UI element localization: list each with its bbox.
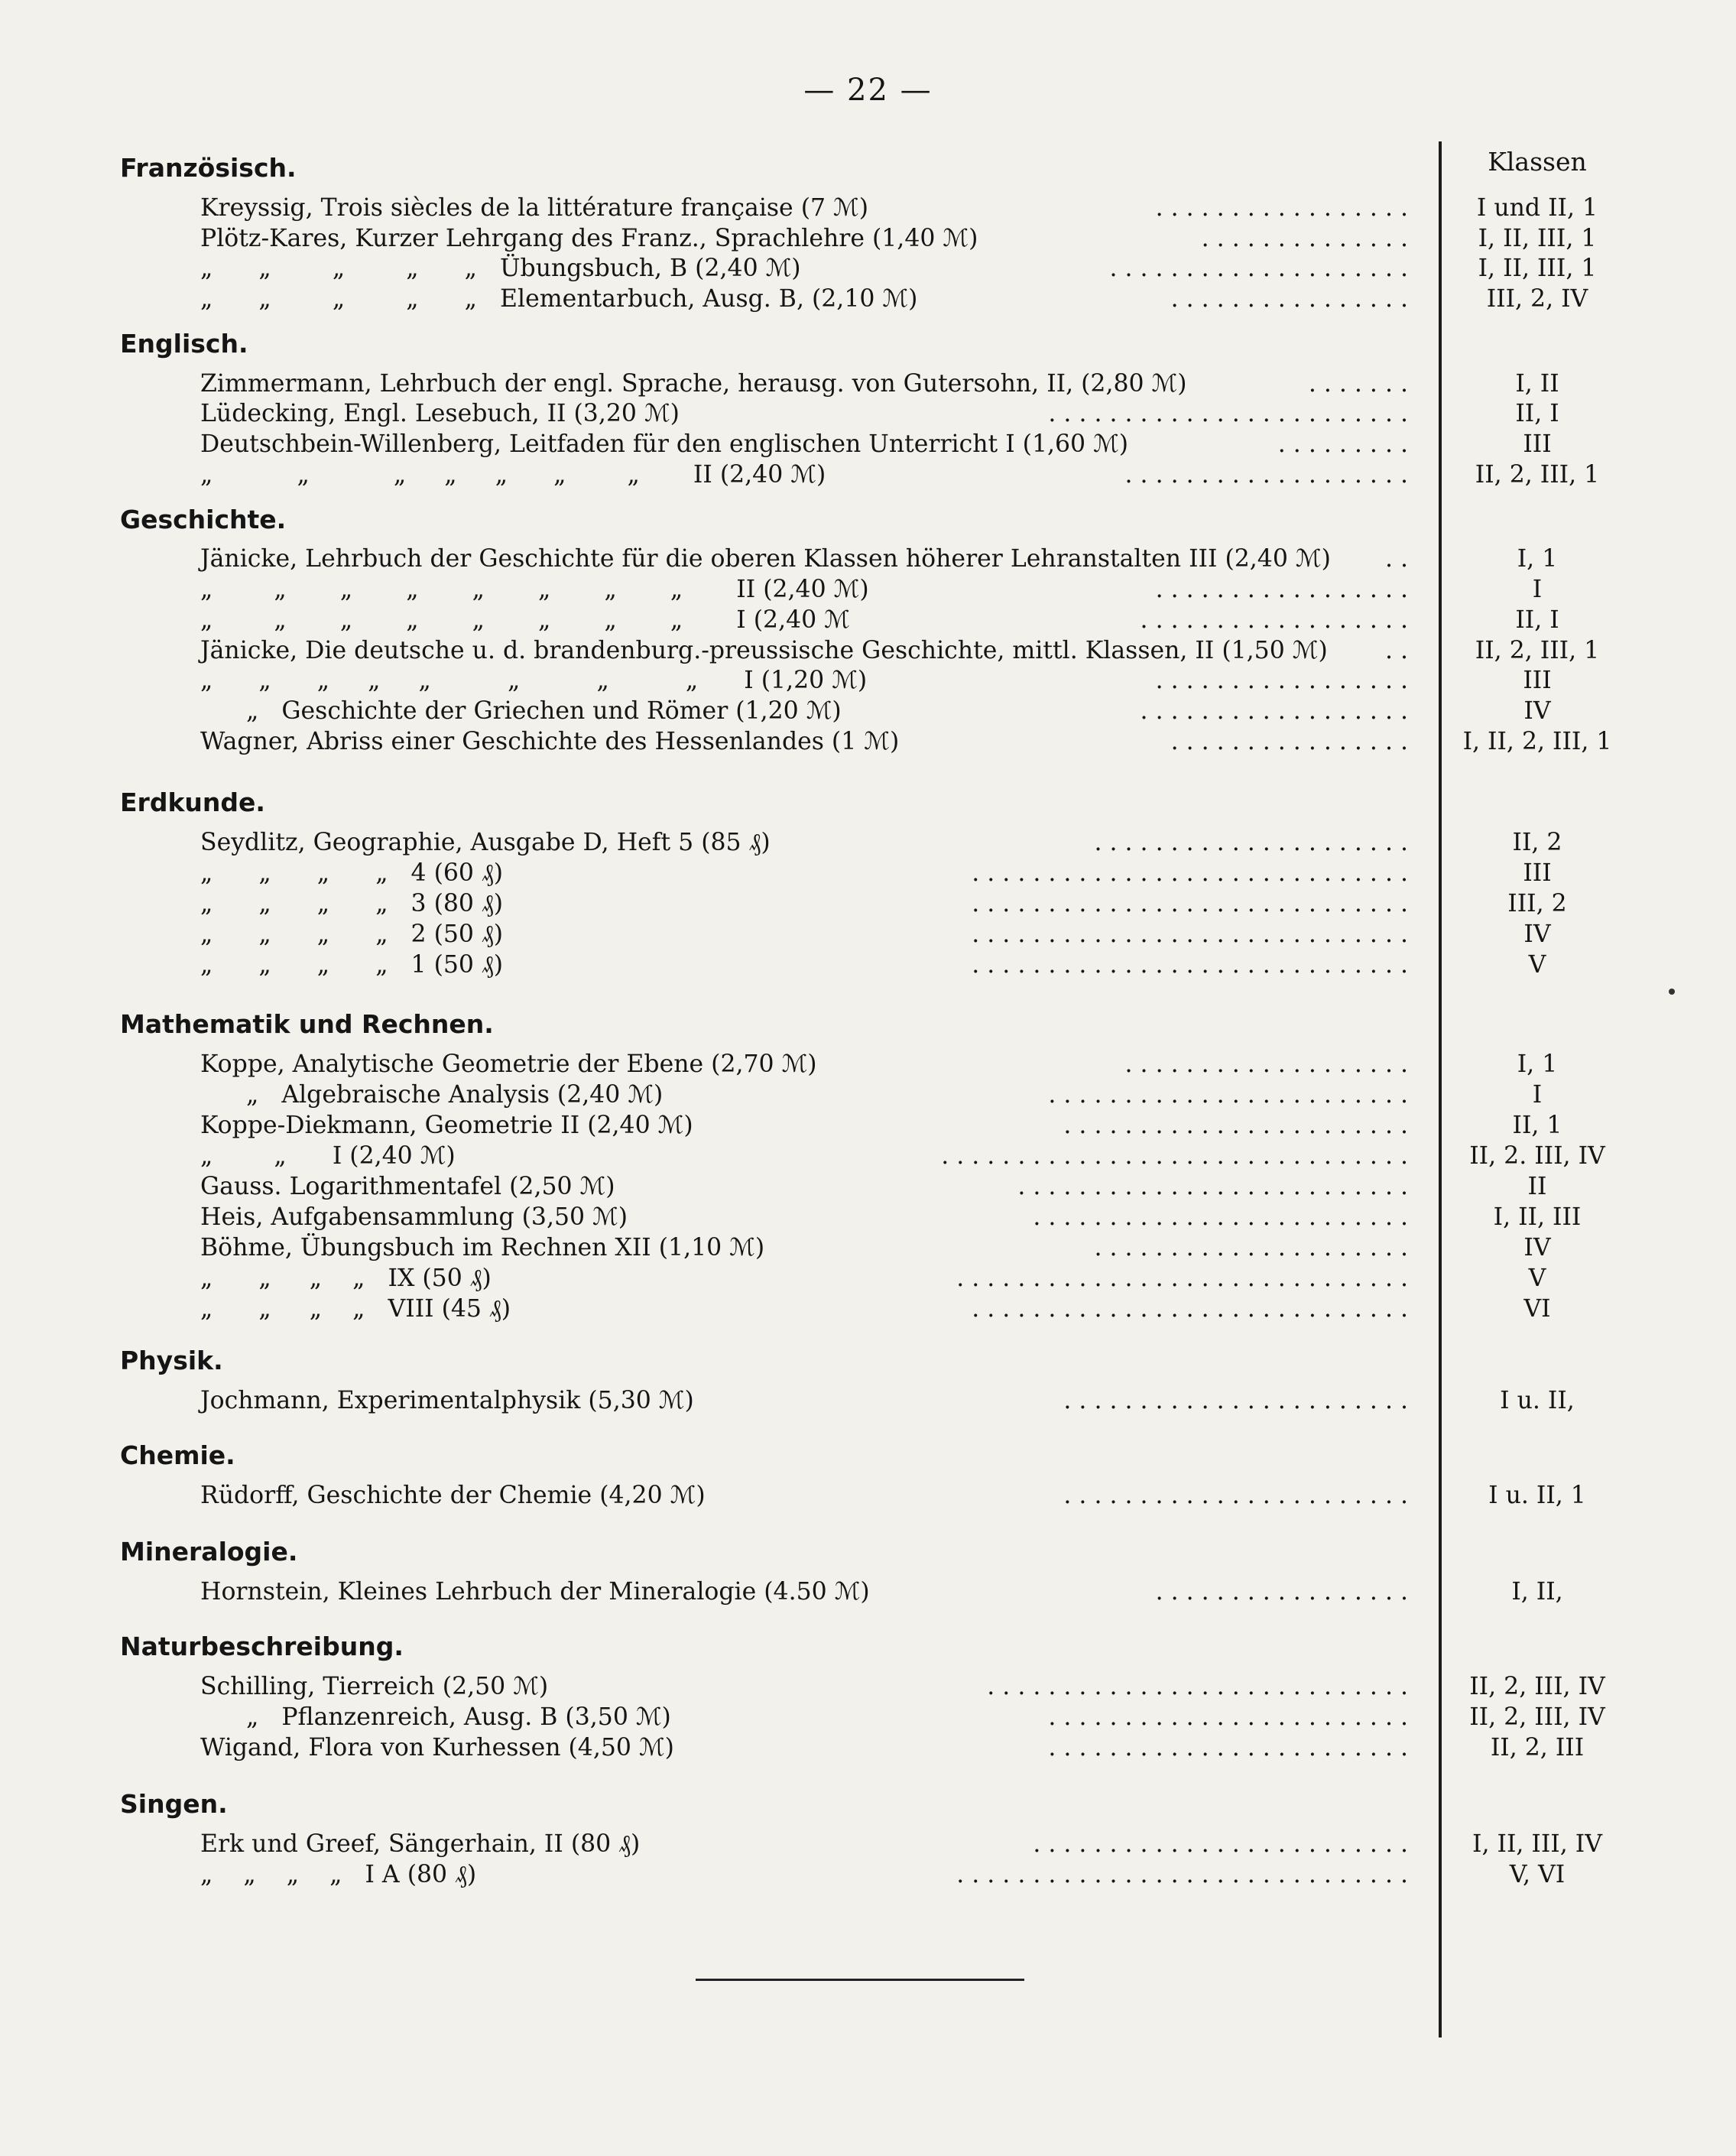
book-entry (200, 1232, 1439, 1263)
dot-leader: . . . . . . . . . . . . . . . . . . . . . . . (1063, 1482, 1408, 1509)
dot-leader: . . (1384, 545, 1408, 573)
book-entry (200, 429, 1439, 459)
book-entry (200, 1141, 1439, 1171)
dot-leader: . . . . . . . . . . . . . . . . (1170, 728, 1408, 755)
dot-leader: . . . . . . . . . . . . . . . . . (1155, 1578, 1408, 1606)
book-title: Gauss. Logarithmentafel (2,50 ℳ) (200, 1173, 615, 1200)
section-heading: Mathematik und Rechnen. (120, 1009, 494, 1039)
section-heading: Geschichte. (120, 505, 287, 534)
klassen-value: I, II, 2, III, 1 (1462, 728, 1612, 755)
book-entry (200, 726, 1439, 757)
dot-leader: . . . . . . . . . . . . . . . . . . . . . . . . (1048, 1703, 1408, 1731)
book-entry (200, 1576, 1439, 1607)
book-title: Koppe-Diekmann, Geometrie II (2,40 ℳ) (200, 1112, 693, 1139)
section-heading: Französisch. (120, 153, 297, 183)
section-heading: Singen. (120, 1789, 228, 1819)
dot-leader: . . . . . . . . . . . . . . . . (1170, 285, 1408, 313)
book-entry (200, 1829, 1439, 1859)
book-title: „ „ I (2,40 ℳ) (200, 1142, 456, 1170)
dot-leader: . . . . . . . . . . . . . . . . . . . . . . . . . . . . . . (956, 1265, 1408, 1292)
klassen-value: I, 1 (1517, 1050, 1558, 1078)
dot-leader: . . . . . . . . . . . . . . . . . . . . . . . . . . . . . (972, 1295, 1408, 1323)
book-entry (200, 665, 1439, 696)
book-entry (200, 284, 1439, 314)
book-title: Schilling, Tierreich (2,50 ℳ) (200, 1673, 549, 1700)
book-entry (200, 1732, 1439, 1763)
book-entry (200, 950, 1439, 980)
dot-leader: . . . . . . . (1308, 370, 1408, 398)
dot-leader: . . . . . . . . . . . . . . . . . . . . . . . . (1048, 400, 1408, 427)
book-title: Wagner, Abriss einer Geschichte des Hessenlandes (1 ℳ) (200, 728, 900, 755)
book-entry (200, 459, 1439, 490)
klassen-value: II, 2 (1512, 829, 1562, 856)
section-heading: Physik. (120, 1346, 223, 1375)
dot-leader: . . . . . . . . . . . . . . . . . . . . . . . . . . . . . . (956, 1861, 1408, 1888)
book-entry (200, 827, 1439, 858)
section-heading: Englisch. (120, 329, 248, 359)
book-entry (200, 1202, 1439, 1232)
klassen-column-header: Klassen (1488, 147, 1587, 177)
dot-leader: . . . . . . . . . . . . . . . . . . . . . . . (1063, 1387, 1408, 1414)
book-entry (200, 635, 1439, 666)
book-entry (200, 398, 1439, 429)
klassen-value: I, II, III (1493, 1203, 1582, 1231)
bottom-rule (696, 1979, 1024, 1981)
dot-leader: . . . . . . . . . . . . . . . . . . . . . . . . . (1033, 1203, 1408, 1231)
klassen-value: I, II, III, 1 (1478, 255, 1597, 282)
book-title: Koppe, Analytische Geometrie der Ebene (2,70 ℳ) (200, 1050, 817, 1078)
dot-leader: . . . . . . . . . . . . . . . . . . . . . . . . . . . . (987, 1673, 1408, 1700)
book-title: Kreyssig, Trois siècles de la littérature française (7 ℳ) (200, 194, 869, 222)
book-title: „ Pflanzenreich, Ausg. B (3,50 ℳ) (246, 1703, 671, 1731)
book-entry (200, 1049, 1439, 1080)
book-entry (200, 223, 1439, 254)
dot-leader: . . . . . . . . . . . . . . . . . . . . (1109, 255, 1408, 282)
klassen-value: I, 1 (1517, 545, 1558, 573)
section-heading: Chemie. (120, 1440, 235, 1470)
klassen-value: IV (1523, 697, 1551, 725)
klassen-value: III, 2 (1507, 890, 1567, 917)
book-entry (200, 696, 1439, 726)
book-title: „ „ „ „ 3 (80 ₰) (200, 890, 504, 917)
klassen-value: III, 2, IV (1486, 285, 1588, 313)
klassen-value: II, 2, III, 1 (1475, 637, 1600, 664)
book-title: Erk und Greef, Sängerhain, II (80 ₰) (200, 1830, 641, 1858)
dot-leader: . . . . . . . . . . . . . . . . . (1155, 576, 1408, 603)
dot-leader: . . . . . . . . . . . . . . . . . . . . . (1094, 829, 1408, 856)
klassen-value: III (1523, 430, 1552, 458)
book-title: Zimmermann, Lehrbuch der engl. Sprache, herausg. von Gutersohn, II, (2,80 ℳ) (200, 370, 1187, 398)
dot-leader: . . . . . . . . . . . . . . . . . . . . . . . . . . . . . . . (941, 1142, 1408, 1170)
book-entry (200, 369, 1439, 399)
klassen-value: I u. II, (1500, 1387, 1575, 1414)
book-entry (200, 919, 1439, 950)
dot-leader: . . . . . . . . . . . . . . . . . . . (1124, 1050, 1408, 1078)
klassen-value: II, I (1515, 400, 1559, 427)
book-title: Rüdorff, Geschichte der Chemie (4,20 ℳ) (200, 1482, 706, 1509)
book-title: „ „ „ „ 2 (50 ₰) (200, 921, 504, 948)
klassen-value: II, 2, III, IV (1469, 1673, 1605, 1700)
book-entry (200, 888, 1439, 919)
book-title: „ „ „ „ „ „ „ „ I (1,20 ℳ) (200, 667, 868, 694)
book-entry (200, 1385, 1439, 1416)
klassen-value: I, II (1515, 370, 1559, 398)
book-title: Jänicke, Lehrbuch der Geschichte für die oberen Klassen höherer Lehranstalten III (2,40 ℳ) (200, 545, 1331, 573)
dot-leader: . . . . . . . . . . . . . . . . . . . (1124, 461, 1408, 489)
book-entry (200, 193, 1439, 223)
klassen-value: IV (1523, 1234, 1551, 1261)
book-entry (200, 858, 1439, 888)
book-title: Hornstein, Kleines Lehrbuch der Mineralogie (4.50 ℳ) (200, 1578, 870, 1606)
klassen-value: V, VI (1509, 1861, 1566, 1888)
dot-leader: . . . . . . . . . . . . . . . . . . . . . . . . . (1033, 1830, 1408, 1858)
book-title: „ „ „ „ „ „ „ „ I (2,40 ℳ (200, 606, 850, 634)
klassen-value: I, II, (1511, 1578, 1563, 1606)
book-entry (200, 574, 1439, 605)
section-heading: Mineralogie. (120, 1537, 298, 1567)
book-entry (200, 1671, 1439, 1702)
book-entry (200, 544, 1439, 574)
klassen-value: I, II, III, IV (1472, 1830, 1602, 1858)
book-title: „ „ „ „ I A (80 ₰) (200, 1861, 477, 1888)
book-entry (200, 1859, 1439, 1890)
dot-leader: . . . . . . . . . . . . . . . . . . (1140, 697, 1408, 725)
klassen-value: VI (1523, 1295, 1551, 1323)
dot-leader: . . . . . . . . . . . . . . . . . (1155, 667, 1408, 694)
klassen-value: II, 1 (1512, 1112, 1562, 1139)
book-title: Jochmann, Experimentalphysik (5,30 ℳ) (200, 1387, 694, 1414)
dot-leader: . . . . . . . . . . . . . . . . . . . . . . . . . . . . . (972, 921, 1408, 948)
dot-leader: . . . . . . . . . . . . . . . . . . . . . . . . . . . . . (972, 859, 1408, 887)
dot-leader: . . . . . . . . . . . . . . . . . . . . . . . . . . (1017, 1173, 1408, 1200)
book-title: „ „ „ „ IX (50 ₰) (200, 1265, 492, 1292)
dot-leader: . . (1384, 637, 1408, 664)
book-title: „ Geschichte der Griechen und Römer (1,20 ℳ) (246, 697, 842, 725)
book-title: „ „ „ „ „ Übungsbuch, B (2,40 ℳ) (200, 255, 801, 282)
book-title: Wigand, Flora von Kurhessen (4,50 ℳ) (200, 1734, 674, 1761)
dot-leader: . . . . . . . . . . . . . . . . . . . . . . . . . . . . . (972, 951, 1408, 979)
dot-leader: . . . . . . . . . . . . . . . . . . . . . . . . (1048, 1734, 1408, 1761)
book-title: „ „ „ „ VIII (45 ₰) (200, 1295, 511, 1323)
book-title: Deutschbein-Willenberg, Leitfaden für den englischen Unterricht I (1,60 ℳ) (200, 430, 1129, 458)
book-entry (200, 1263, 1439, 1294)
dot-leader: . . . . . . . . . . . . . . . . . . . . . (1094, 1234, 1408, 1261)
book-entry (200, 253, 1439, 284)
klassen-value: I (1532, 576, 1543, 603)
klassen-value: II, 2, III, 1 (1475, 461, 1600, 489)
book-entry (200, 1294, 1439, 1324)
klassen-value: III (1523, 859, 1552, 887)
book-title: „ „ „ „ „ Elementarbuch, Ausg. B, (2,10 ℳ) (200, 285, 918, 313)
page-number: — 22 — (803, 73, 933, 108)
klassen-value: II, 2, III, IV (1469, 1703, 1605, 1731)
dot-leader: . . . . . . . . . . . . . . (1201, 225, 1408, 252)
book-entry (200, 1480, 1439, 1511)
klassen-value: IV (1523, 921, 1551, 948)
book-title: „ „ „ „ „ „ „ II (2,40 ℳ) (200, 461, 826, 489)
klassen-value: II, 2. III, IV (1469, 1142, 1605, 1170)
dot-leader: . . . . . . . . . . . . . . . . . . . . . . . . (1048, 1081, 1408, 1109)
dot-leader: . . . . . . . . . . . . . . . . . . . . . . . . . . . . . (972, 890, 1408, 917)
klassen-value: II, I (1515, 606, 1559, 634)
klassen-value: I und II, 1 (1476, 194, 1598, 222)
book-entry (200, 1171, 1439, 1202)
klassen-value: V (1528, 951, 1546, 979)
book-title: „ „ „ „ 4 (60 ₰) (200, 859, 504, 887)
klassen-value: I (1532, 1081, 1543, 1109)
book-entry (200, 1110, 1439, 1141)
dot-leader: . . . . . . . . . (1277, 430, 1408, 458)
section-heading: Erdkunde. (120, 787, 265, 817)
klassen-value: II, 2, III (1490, 1734, 1585, 1761)
book-title: Böhme, Übungsbuch im Rechnen XII (1,10 ℳ) (200, 1234, 765, 1261)
dot-leader: . . . . . . . . . . . . . . . . . (1155, 194, 1408, 222)
klassen-value: I, II, III, 1 (1478, 225, 1597, 252)
section-heading: Naturbeschreibung. (120, 1632, 404, 1661)
book-title: „ „ „ „ „ „ „ „ II (2,40 ℳ) (200, 576, 869, 603)
book-title: Seydlitz, Geographie, Ausgabe D, Heft 5 (85 ₰) (200, 829, 771, 856)
book-entry (200, 1080, 1439, 1110)
book-entry (200, 1702, 1439, 1732)
book-title: „ „ „ „ 1 (50 ₰) (200, 951, 504, 979)
book-title: Lüdecking, Engl. Lesebuch, II (3,20 ℳ) (200, 400, 680, 427)
klassen-value: I u. II, 1 (1488, 1482, 1586, 1509)
book-title: Jänicke, Die deutsche u. d. brandenburg.-preussische Geschichte, mittl. Klassen, II (1,50 ℳ) (200, 637, 1328, 664)
dot-leader: . . . . . . . . . . . . . . . . . . (1140, 606, 1408, 634)
print-speck (1669, 989, 1675, 995)
book-entry (200, 605, 1439, 635)
book-title: Heis, Aufgabensammlung (3,50 ℳ) (200, 1203, 628, 1231)
book-title: „ Algebraische Analysis (2,40 ℳ) (246, 1081, 664, 1109)
klassen-value: II (1527, 1173, 1547, 1200)
klassen-value: III (1523, 667, 1552, 694)
dot-leader: . . . . . . . . . . . . . . . . . . . . . . . (1063, 1112, 1408, 1139)
klassen-value: V (1528, 1265, 1546, 1292)
book-title: Plötz-Kares, Kurzer Lehrgang des Franz., Sprachlehre (1,40 ℳ) (200, 225, 978, 252)
